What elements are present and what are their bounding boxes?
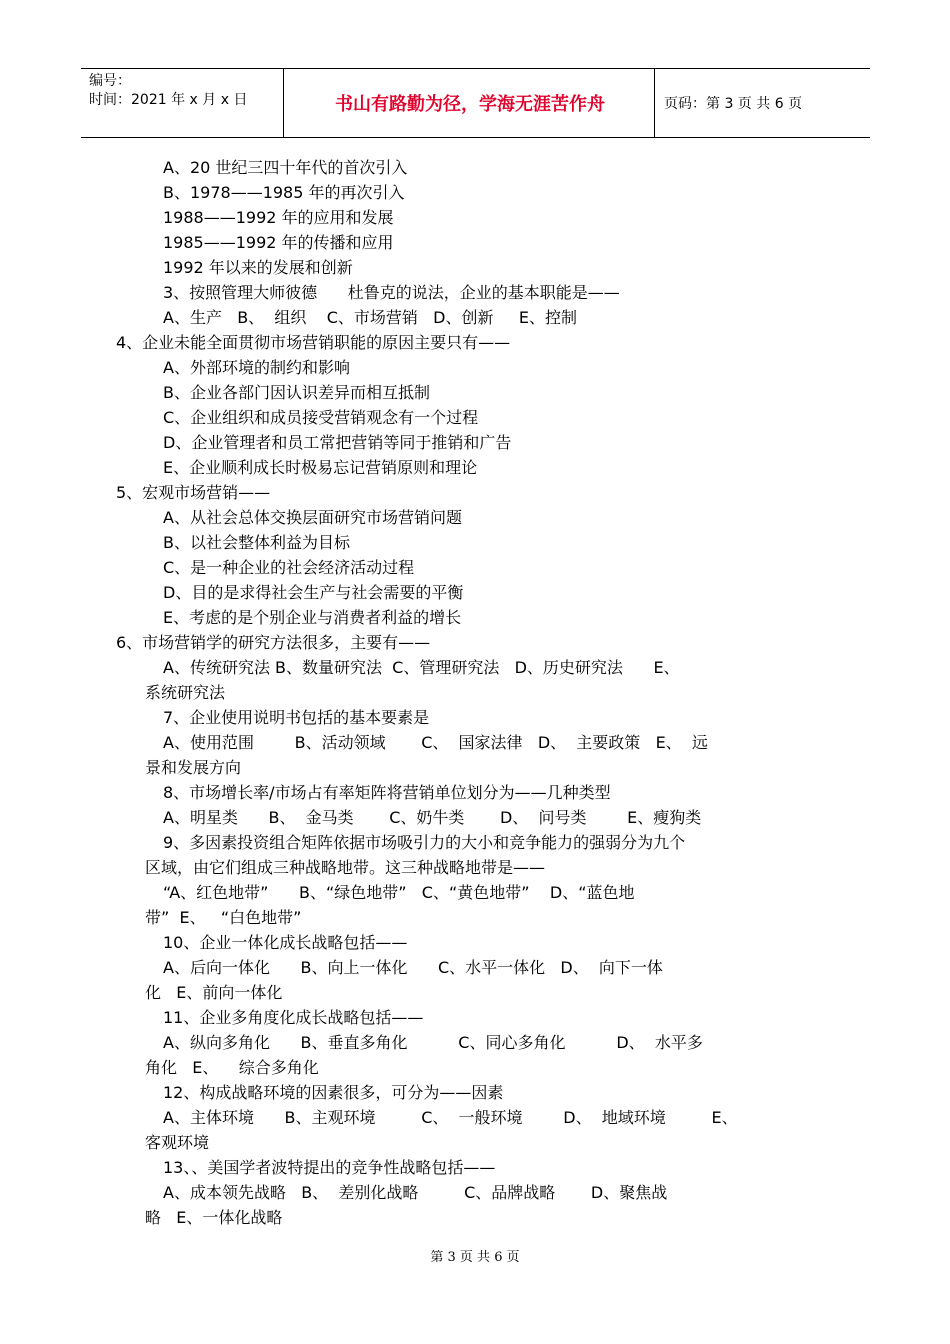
question-line: 8、市场增长率/市场占有率矩阵将营销单位划分为——几种类型 xyxy=(163,783,611,802)
option-line: E、企业顺利成长时极易忘记营销原则和理论 xyxy=(163,458,478,477)
options-line: A、成本领先战略 B、 差别化战略 C、品牌战略 D、聚焦战 xyxy=(163,1183,668,1202)
options-line: 化 E、前向一体化 xyxy=(145,983,283,1002)
options-line: 略 E、一体化战略 xyxy=(145,1208,283,1227)
page-header xyxy=(81,68,870,138)
options-line: 带” E、 “白色地带” xyxy=(145,908,302,927)
options-line: A、后向一体化 B、向上一体化 C、水平一体化 D、 向下一体 xyxy=(163,958,663,977)
option-line: D、企业管理者和员工常把营销等同于推销和广告 xyxy=(163,433,512,452)
text-line: B、1978——1985 年的再次引入 xyxy=(163,183,405,202)
options-line: A、传统研究法 B、数量研究法 C、管理研究法 D、历史研究法 E、 xyxy=(163,658,680,677)
header-divider xyxy=(654,69,655,137)
question-line: 区域，由它们组成三种战略地带。这三种战略地带是—— xyxy=(145,858,546,877)
option-line: D、目的是求得社会生产与社会需要的平衡 xyxy=(163,583,464,602)
option-line: A、从社会总体交换层面研究市场营销问题 xyxy=(163,508,462,527)
question-line: 7、企业使用说明书包括的基本要素是 xyxy=(163,708,430,727)
question-line: 5、宏观市场营销—— xyxy=(116,483,271,502)
text-line: 1985——1992 年的传播和应用 xyxy=(163,233,394,252)
question-line: 4、企业未能全面贯彻市场营销职能的原因主要只有—— xyxy=(116,333,511,352)
time-label: 时间：2021 年 x 月 x 日 xyxy=(89,92,248,108)
options-line: A、主体环境 B、主观环境 C、 一般环境 D、 地域环境 E、 xyxy=(163,1108,738,1127)
options-line: A、使用范围 B、活动领域 C、 国家法律 D、 主要政策 E、 远 xyxy=(163,733,708,752)
question-line: 9、多因素投资组合矩阵依据市场吸引力的大小和竞争能力的强弱分为九个 xyxy=(163,833,686,852)
question-line: 11、企业多角度化成长战略包括—— xyxy=(163,1008,424,1027)
text-line: 1988——1992 年的应用和发展 xyxy=(163,208,394,227)
option-line: C、企业组织和成员接受营销观念有一个过程 xyxy=(163,408,479,427)
number-label: 编号： xyxy=(89,73,131,89)
question-line: 12、构成战略环境的因素很多，可分为——因素 xyxy=(163,1083,504,1102)
question-line: 6、市场营销学的研究方法很多，主要有—— xyxy=(116,633,431,652)
text-line: 1992 年以来的发展和创新 xyxy=(163,258,353,277)
options-line: 客观环境 xyxy=(145,1133,210,1152)
question-line: 10、企业一体化成长战略包括—— xyxy=(163,933,408,952)
options-line: 景和发展方向 xyxy=(145,758,242,777)
header-meta xyxy=(89,72,247,110)
options-line: “A、红色地带” B、“绿色地带” C、“黄色地带” D、“蓝色地 xyxy=(163,883,635,902)
page-footer: 第 3 页 共 6 页 xyxy=(430,1250,520,1265)
question-line: 13、、美国学者波特提出的竞争性战略包括—— xyxy=(163,1158,496,1177)
option-line: A、外部环境的制约和影响 xyxy=(163,358,350,377)
options-line: A、纵向多角化 B、垂直多角化 C、同心多角化 D、 水平多 xyxy=(163,1033,703,1052)
question-line: 3、按照管理大师彼德 杜鲁克的说法，企业的基本职能是—— xyxy=(163,283,620,302)
header-divider xyxy=(283,69,284,137)
motto: 书山有路勤为径，学海无涯苦作舟 xyxy=(335,94,605,115)
page-code: 页码：第 3 页 共 6 页 xyxy=(664,96,803,112)
option-line: E、考虑的是个别企业与消费者利益的增长 xyxy=(163,608,462,627)
option-line: B、企业各部门因认识差异而相互抵制 xyxy=(163,383,430,402)
text-line: A、20 世纪三四十年代的首次引入 xyxy=(163,158,408,177)
option-line: B、以社会整体利益为目标 xyxy=(163,533,350,552)
options-line: 系统研究法 xyxy=(145,683,226,702)
options-line: A、生产 B、 组织 C、市场营销 D、创新 E、控制 xyxy=(163,308,577,327)
option-line: C、是一种企业的社会经济活动过程 xyxy=(163,558,415,577)
options-line: A、明星类 B、 金马类 C、奶牛类 D、 问号类 E、瘦狗类 xyxy=(163,808,702,827)
options-line: 角化 E、 综合多角化 xyxy=(145,1058,319,1077)
